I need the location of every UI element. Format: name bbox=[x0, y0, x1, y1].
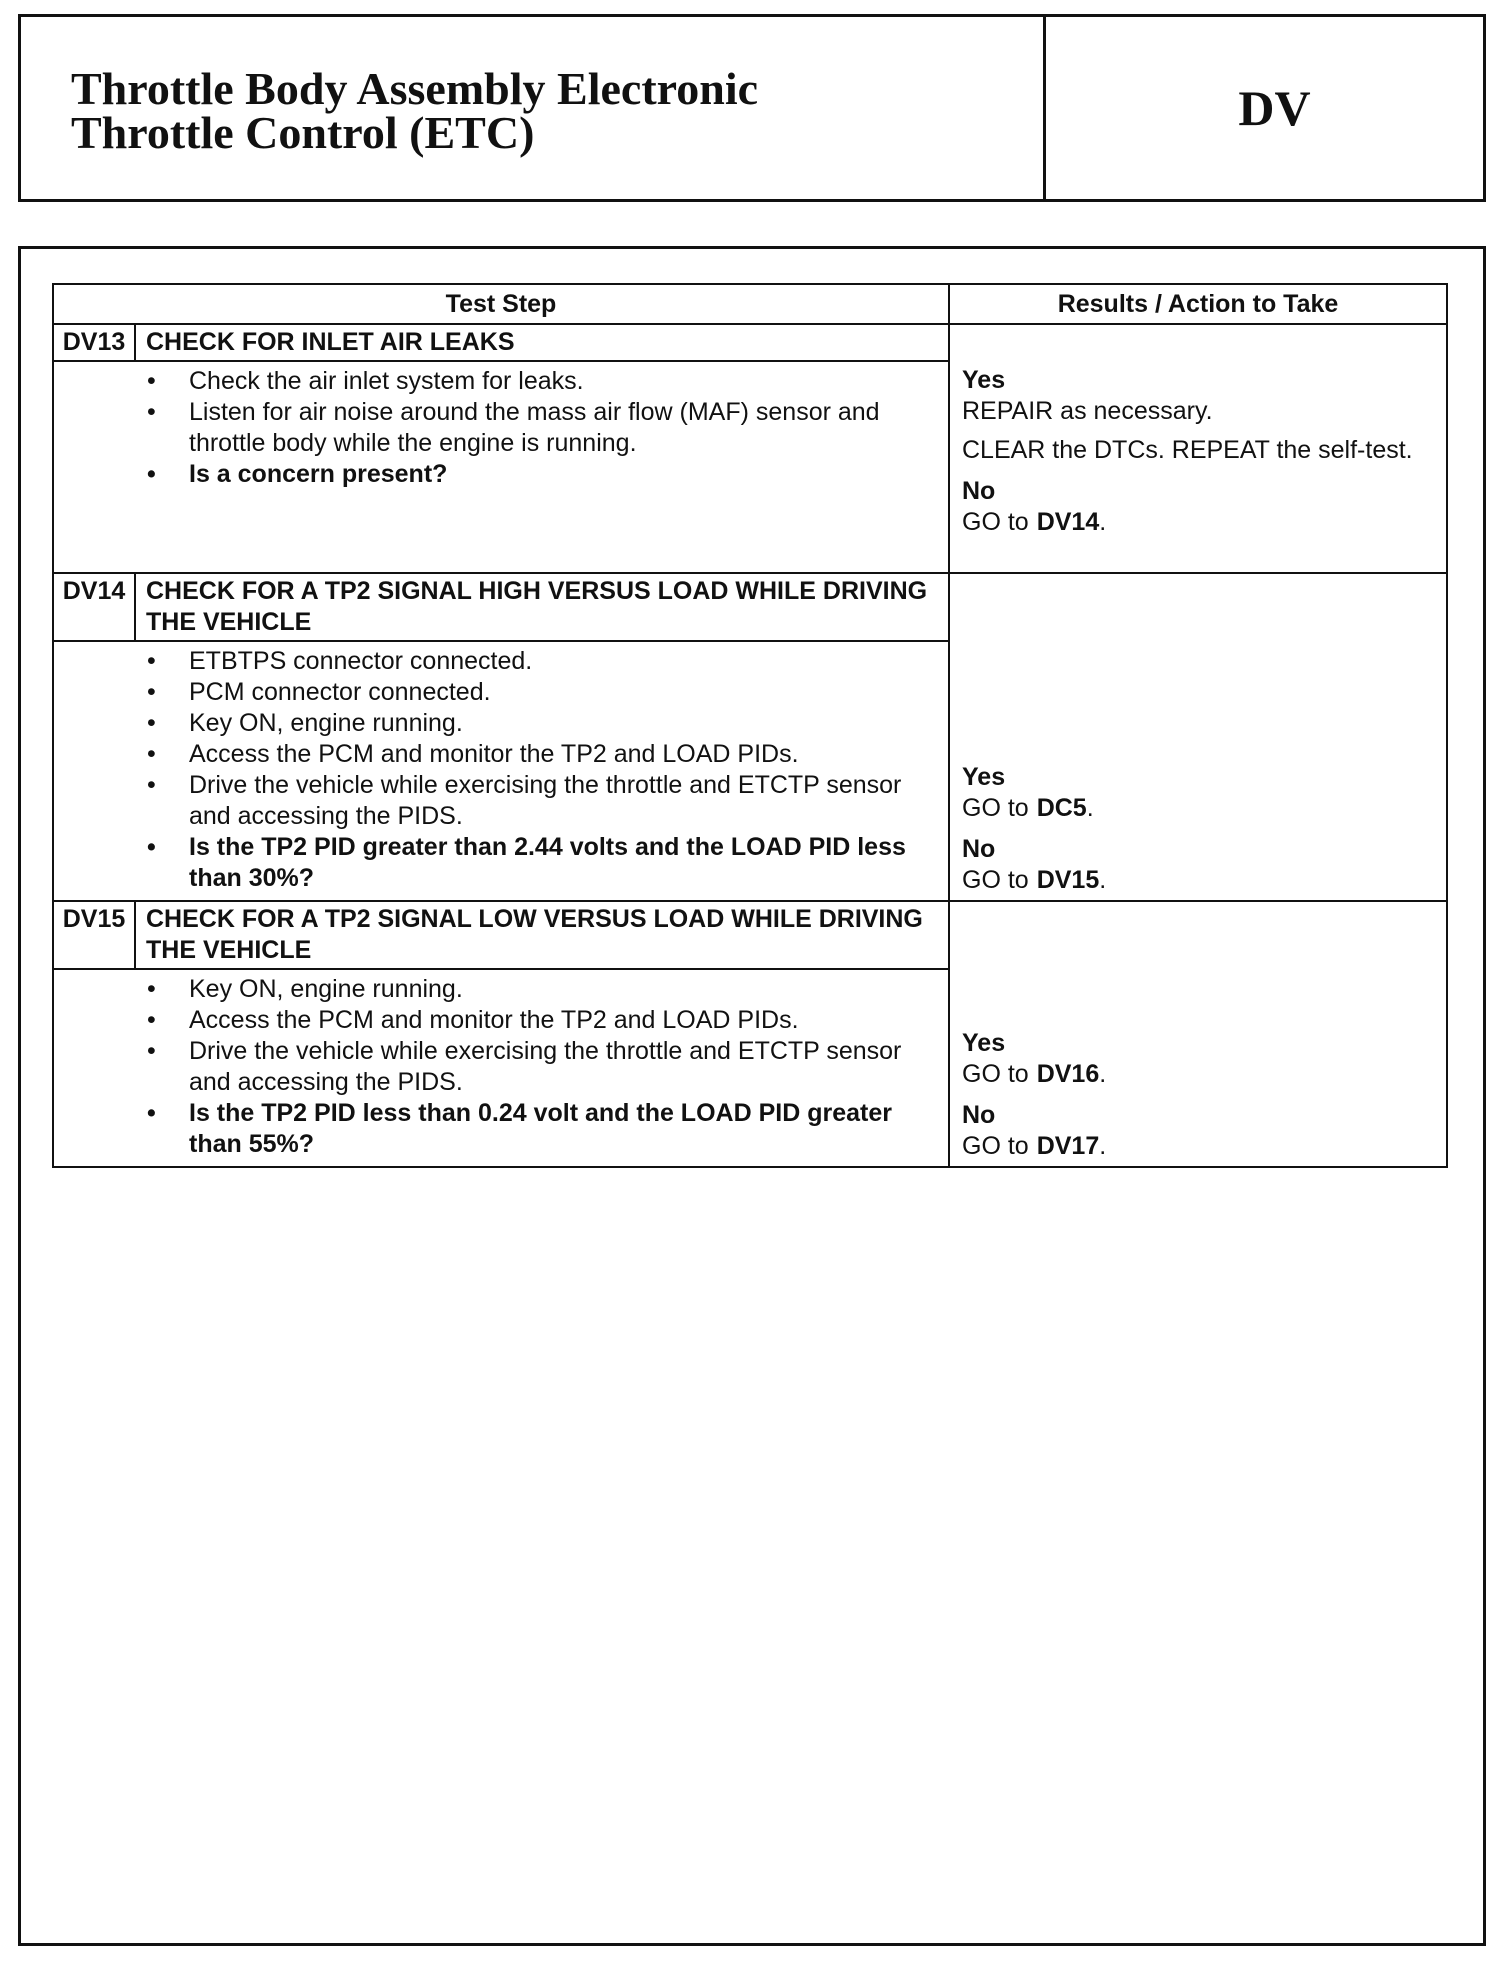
section-code: DV bbox=[1238, 80, 1311, 136]
diagnostic-table bbox=[52, 283, 1448, 1168]
step-id: DV14 bbox=[53, 573, 135, 641]
bullet-question: • Is a concern present? bbox=[145, 459, 934, 490]
col-test-step: Test Step bbox=[53, 284, 949, 324]
bullet-item: • Check the air inlet system for leaks. bbox=[145, 366, 934, 397]
bullet-item: • Access the PCM and monitor the TP2 and LOAD PIDs. bbox=[145, 739, 934, 770]
go-to-text: GO to bbox=[962, 1060, 1029, 1088]
no-action bbox=[962, 507, 1434, 538]
step-body bbox=[135, 969, 949, 1167]
step-bullets bbox=[145, 646, 934, 894]
no-label: No bbox=[962, 1101, 996, 1129]
spacer-cell bbox=[53, 641, 135, 901]
bullet-item: • ETBTPS connector connected. bbox=[145, 646, 934, 677]
step-reference: DV16 bbox=[1036, 1060, 1100, 1088]
yes-action: REPAIR as necessary. bbox=[962, 397, 1213, 425]
no-label: No bbox=[962, 835, 996, 863]
period: . bbox=[1086, 794, 1094, 822]
no-action bbox=[962, 865, 1434, 896]
step-bullets bbox=[145, 366, 934, 490]
bullet-item: • Drive the vehicle while exercising the throttle and ETCTP sensor and accessing the PIDS. bbox=[145, 770, 934, 832]
step-id: DV15 bbox=[53, 901, 135, 969]
yes-action: CLEAR the DTCs. REPEAT the self-test. bbox=[962, 436, 1413, 464]
no-action bbox=[962, 1131, 1434, 1162]
bullet-item: • PCM connector connected. bbox=[145, 677, 934, 708]
page-title bbox=[21, 17, 1046, 199]
step-title: CHECK FOR INLET AIR LEAKS bbox=[135, 324, 949, 361]
yes-action bbox=[962, 1059, 1434, 1090]
step-title: CHECK FOR A TP2 SIGNAL LOW VERSUS LOAD WHILE DRIVING THE VEHICLE bbox=[135, 901, 949, 969]
bullet-item: • Listen for air noise around the mass air flow (MAF) sensor and throttle body while the engine is running. bbox=[145, 397, 934, 459]
spacer-cell bbox=[53, 361, 135, 573]
col-results: Results / Action to Take bbox=[949, 284, 1447, 324]
step-id: DV13 bbox=[53, 324, 135, 361]
step-title-row bbox=[53, 324, 1447, 361]
go-to-text: GO to bbox=[962, 794, 1029, 822]
table-header-row bbox=[53, 284, 1447, 324]
period: . bbox=[1099, 1132, 1107, 1160]
yes-label: Yes bbox=[962, 763, 1006, 791]
result-no bbox=[962, 1100, 1434, 1162]
step-title-row bbox=[53, 573, 1447, 641]
step-bullets bbox=[145, 974, 934, 1160]
go-to-text: GO to bbox=[962, 866, 1029, 894]
yes-label: Yes bbox=[962, 366, 1006, 394]
bullet-item: • Drive the vehicle while exercising the throttle and ETCTP sensor and accessing the PIDS. bbox=[145, 1036, 934, 1098]
step-results bbox=[949, 324, 1447, 573]
yes-label: Yes bbox=[962, 1029, 1006, 1057]
result-yes bbox=[962, 1028, 1434, 1090]
go-to-text: GO to bbox=[962, 508, 1029, 536]
step-reference: DV17 bbox=[1036, 1132, 1100, 1160]
go-to-text: GO to bbox=[962, 1132, 1029, 1160]
result-yes bbox=[962, 365, 1434, 466]
no-label: No bbox=[962, 477, 996, 505]
page-header bbox=[18, 14, 1486, 202]
title-line-2: Throttle Control (ETC) bbox=[71, 107, 535, 158]
period: . bbox=[1099, 866, 1107, 894]
result-yes bbox=[962, 762, 1434, 824]
step-body bbox=[135, 641, 949, 901]
spacer-cell bbox=[53, 969, 135, 1167]
bullet-item: • Key ON, engine running. bbox=[145, 974, 934, 1005]
title-line-1: Throttle Body Assembly Electronic bbox=[71, 63, 759, 114]
bullet-question: • Is the TP2 PID less than 0.24 volt and the LOAD PID greater than 55%? bbox=[145, 1098, 934, 1160]
result-no bbox=[962, 476, 1434, 538]
step-reference: DV15 bbox=[1036, 866, 1100, 894]
yes-action bbox=[962, 793, 1434, 824]
period: . bbox=[1099, 508, 1107, 536]
result-no bbox=[962, 834, 1434, 896]
bullet-item: • Access the PCM and monitor the TP2 and LOAD PIDs. bbox=[145, 1005, 934, 1036]
step-title: CHECK FOR A TP2 SIGNAL HIGH VERSUS LOAD WHILE DRIVING THE VEHICLE bbox=[135, 573, 949, 641]
bullet-question: • Is the TP2 PID greater than 2.44 volts and the LOAD PID less than 30%? bbox=[145, 832, 934, 894]
period: . bbox=[1099, 1060, 1107, 1088]
step-title-row bbox=[53, 901, 1447, 969]
step-body bbox=[135, 361, 949, 573]
step-reference: DV14 bbox=[1036, 508, 1100, 536]
bullet-item: • Key ON, engine running. bbox=[145, 708, 934, 739]
step-reference: DC5 bbox=[1036, 794, 1087, 822]
step-results bbox=[949, 901, 1447, 1167]
step-results bbox=[949, 573, 1447, 901]
